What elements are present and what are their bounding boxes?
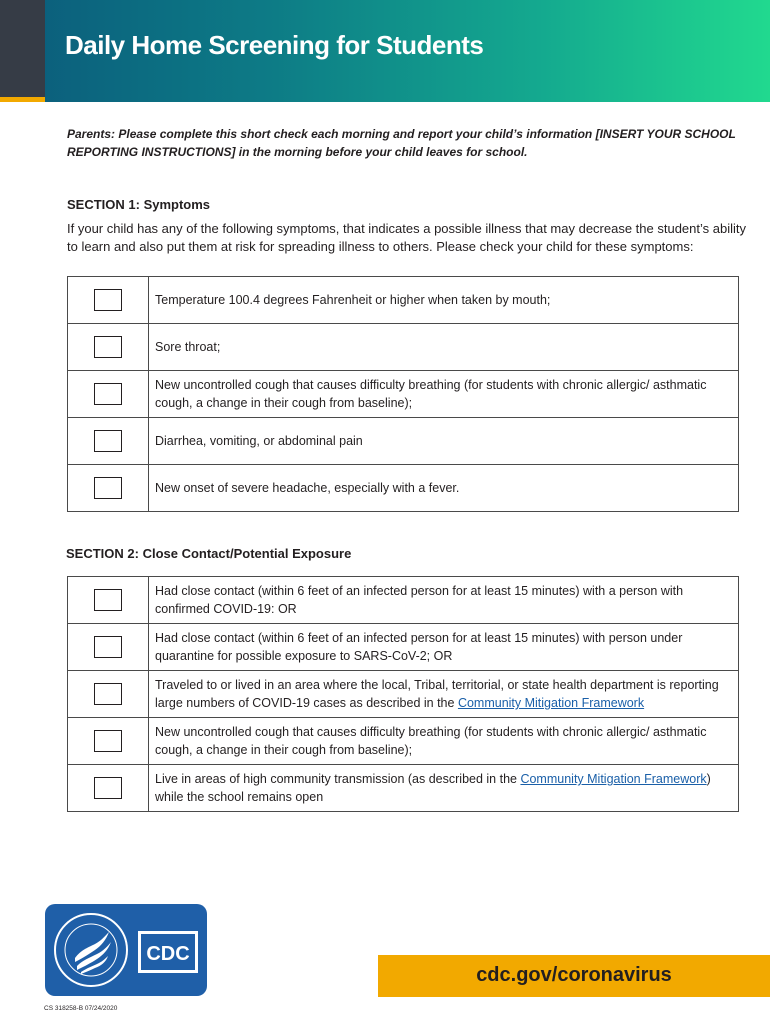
- parent-instructions: Parents: Please complete this short check each morning and report your child’s information [INSERT YOUR SCHOOL REPORTING INSTRUCTIONS] in the morning before your child leaves for school.: [67, 127, 736, 159]
- symptom-label: New uncontrolled cough that causes difficulty breathing (for students with chronic allergic/ asthmatic cough, a change in their cough from baseline);: [149, 371, 739, 418]
- community-mitigation-framework-link[interactable]: Community Mitigation Framework: [457, 696, 645, 710]
- symptom-label: Sore throat;: [149, 324, 739, 371]
- exposure-text: ) while the school remains open: [155, 772, 711, 804]
- symptom-checkbox-sore-throat[interactable]: [94, 336, 122, 358]
- table-row: [68, 324, 739, 371]
- section-1-description: If your child has any of the following symptoms, that indicates a possible illness that may decrease the student’s ability to learn and also put them at risk for spreading illness to others. Please check your child for these symptoms:: [67, 221, 747, 254]
- table-row: [68, 718, 739, 765]
- table-row: [68, 418, 739, 465]
- symptom-label: New onset of severe headache, especially with a fever.: [149, 465, 739, 512]
- symptoms-table: [67, 276, 739, 512]
- table-row: [68, 277, 739, 324]
- exposure-label: New uncontrolled cough that causes difficulty breathing (for students with chronic allergic/ asthmatic cough, a change in their cough from baseline);: [149, 718, 739, 765]
- cdc-url-banner: [378, 955, 770, 997]
- exposure-checkbox-high-transmission[interactable]: [94, 777, 122, 799]
- table-row: [68, 624, 739, 671]
- exposure-label: [149, 765, 739, 812]
- symptom-checkbox-cough[interactable]: [94, 383, 122, 405]
- exposure-checkbox-close-contact[interactable]: [94, 589, 122, 611]
- symptom-checkbox-headache[interactable]: [94, 477, 122, 499]
- table-row: [68, 671, 739, 718]
- exposure-text: Traveled to or lived in an area where the local, Tribal, territorial, or state health department is reporting large numbers of COVID-19 cases as described in the: [155, 678, 719, 710]
- section-1-heading: SECTION 1: Symptoms: [67, 197, 211, 212]
- exposure-label: Had close contact (within 6 feet of an infected person for at least 15 minutes) with person under quarantine for possible exposure to SARS-CoV-2; OR: [149, 624, 739, 671]
- symptom-label: Temperature 100.4 degrees Fahrenheit or higher when taken by mouth;: [149, 277, 739, 324]
- exposure-label: [149, 671, 739, 718]
- cdc-logo-text: CDC: [146, 943, 190, 965]
- table-row: [68, 765, 739, 812]
- section-2-heading: SECTION 2: Close Contact/Potential Exposure: [66, 546, 352, 561]
- table-row: [68, 577, 739, 624]
- symptom-checkbox-fever[interactable]: [94, 289, 122, 311]
- page-title: Daily Home Screening for Students: [65, 30, 484, 60]
- document-code: CS 318258-B 07/24/2020: [44, 1005, 118, 1012]
- exposure-table: [67, 576, 739, 812]
- header-banner: [0, 0, 770, 102]
- community-mitigation-framework-link[interactable]: Community Mitigation Framework: [520, 772, 707, 786]
- table-row: [68, 465, 739, 512]
- hhs-seal-icon: [51, 910, 131, 990]
- hhs-cdc-logo: [45, 904, 207, 996]
- exposure-label: Had close contact (within 6 feet of an infected person for at least 15 minutes) with a person with confirmed COVID-19: OR: [149, 577, 739, 624]
- header-gold-accent: [0, 97, 45, 102]
- cdc-logo-icon: [137, 930, 199, 974]
- exposure-checkbox-travel[interactable]: [94, 683, 122, 705]
- table-row: [68, 371, 739, 418]
- symptom-label: Diarrhea, vomiting, or abdominal pain: [149, 418, 739, 465]
- exposure-checkbox-quarantine-contact[interactable]: [94, 636, 122, 658]
- cdc-url-text: cdc.gov/coronavirus: [476, 964, 672, 986]
- exposure-text: Live in areas of high community transmission (as described in the: [155, 772, 521, 786]
- exposure-checkbox-cough[interactable]: [94, 730, 122, 752]
- header-dark-block: [0, 0, 45, 102]
- symptom-checkbox-gi[interactable]: [94, 430, 122, 452]
